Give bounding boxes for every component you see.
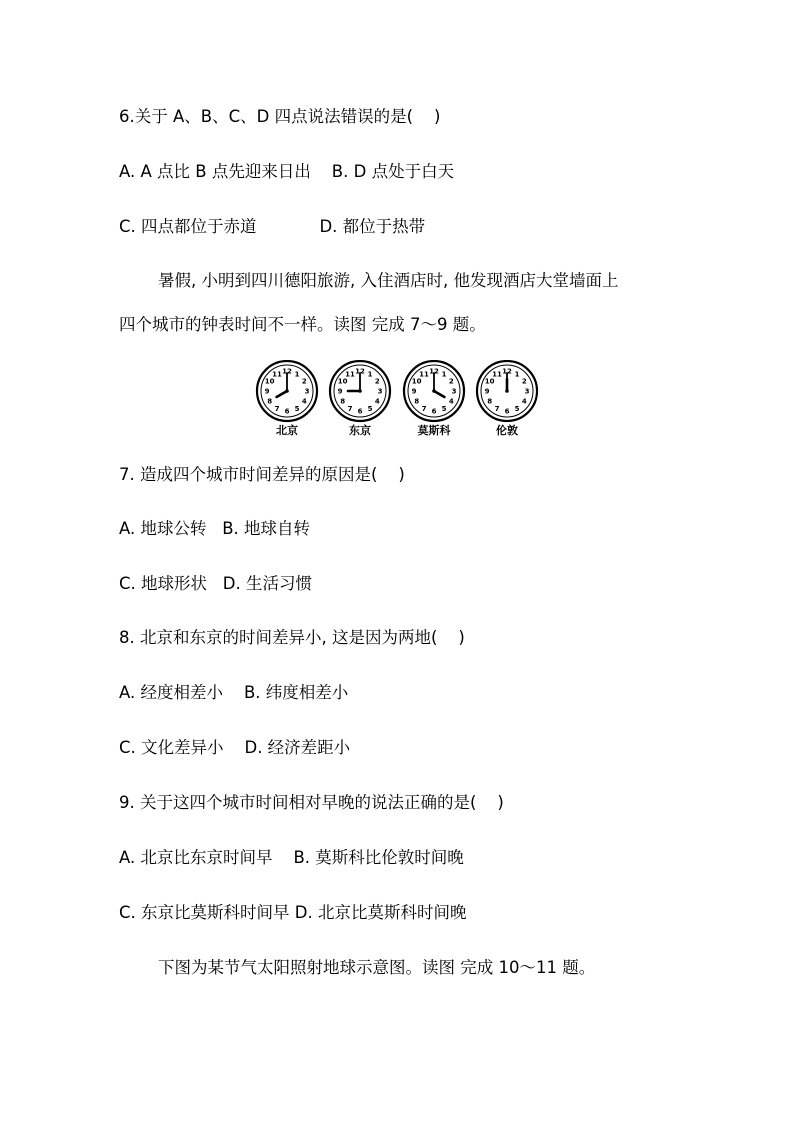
- q9-options-ab: A. 北京比东京时间早 B. 莫斯科比伦敦时间晚: [119, 848, 464, 867]
- clock-face-icon: [254, 360, 320, 424]
- clock-numeral: 11: [272, 370, 282, 379]
- clock-numeral: 5: [367, 404, 373, 413]
- clock-face-icon: [474, 360, 540, 424]
- clock-numeral: 9: [484, 387, 490, 396]
- clock-numeral: 4: [374, 397, 380, 406]
- clock-numeral: 2: [301, 377, 307, 386]
- clock-numeral: 1: [367, 370, 373, 379]
- clock-numeral: 3: [524, 387, 530, 396]
- clock-numeral: 8: [414, 397, 420, 406]
- clock-figure: [254, 360, 540, 440]
- clock-numeral: 1: [294, 370, 300, 379]
- q7-options-ab: A. 地球公转 B. 地球自转: [119, 519, 311, 538]
- intro-7-9-line2: 四个城市的钟表时间不一样。读图 完成 7～9 题。: [119, 315, 486, 334]
- clock-face-icon: [401, 360, 467, 424]
- clock-moscow: [401, 360, 467, 440]
- clock-numeral: 3: [377, 387, 383, 396]
- intro-10-11: 下图为某节气太阳照射地球示意图。读图 完成 10～11 题。: [158, 958, 596, 977]
- clock-city-label: 伦敦: [496, 424, 518, 437]
- clock-numeral: 7: [421, 404, 427, 413]
- clock-numeral: 12: [502, 367, 512, 376]
- clock-numeral: 4: [301, 397, 307, 406]
- q7-stem: 7. 造成四个城市时间差异的原因是( ): [119, 465, 405, 484]
- clock-numeral: 3: [451, 387, 457, 396]
- clock-numeral: 12: [429, 367, 439, 376]
- clock-numeral: 9: [337, 387, 343, 396]
- clock-numeral: 6: [284, 407, 290, 416]
- clock-numeral: 10: [411, 377, 422, 386]
- clock-numeral: 4: [448, 397, 454, 406]
- clock-tokyo: [327, 360, 393, 440]
- clock-city-label: 莫斯科: [417, 424, 451, 437]
- clock-numeral: 10: [337, 377, 348, 386]
- clock-numeral: 11: [345, 370, 355, 379]
- clock-numeral: 8: [487, 397, 493, 406]
- clock-numeral: 5: [514, 404, 520, 413]
- clock-face-icon: [327, 360, 393, 424]
- clock-beijing: [254, 360, 320, 440]
- q6-stem: 6.关于 A、B、C、D 四点说法错误的是( ): [119, 107, 441, 126]
- clock-numeral: 11: [419, 370, 429, 379]
- clock-city-label: 东京: [349, 424, 371, 437]
- clock-numeral: 10: [484, 377, 495, 386]
- clock-city-label: 北京: [276, 424, 298, 437]
- intro-7-9-line1: 暑假, 小明到四川德阳旅游, 入住酒店时, 他发现酒店大堂墙面上: [158, 271, 619, 290]
- clock-numeral: 12: [282, 367, 292, 376]
- clock-numeral: 2: [448, 377, 454, 386]
- clock-numeral: 7: [347, 404, 353, 413]
- clock-numeral: 9: [264, 387, 270, 396]
- clock-numeral: 7: [274, 404, 280, 413]
- clock-numeral: 4: [521, 397, 527, 406]
- clock-numeral: 12: [355, 367, 365, 376]
- q8-options-ab: A. 经度相差小 B. 纬度相差小: [119, 683, 349, 702]
- clock-numeral: 6: [504, 407, 510, 416]
- clock-numeral: 11: [492, 370, 502, 379]
- clock-numeral: 10: [264, 377, 275, 386]
- clock-numeral: 5: [441, 404, 447, 413]
- clock-numeral: 5: [294, 404, 300, 413]
- q8-options-cd: C. 文化差异小 D. 经济差距小: [119, 738, 351, 757]
- q7-options-cd: C. 地球形状 D. 生活习惯: [119, 574, 312, 593]
- clock-numeral: 2: [374, 377, 380, 386]
- clock-numeral: 2: [521, 377, 527, 386]
- clock-numeral: 7: [494, 404, 500, 413]
- clock-numeral: 6: [357, 407, 363, 416]
- clock-numeral: 9: [411, 387, 417, 396]
- clock-numeral: 8: [267, 397, 273, 406]
- clock-london: [474, 360, 540, 440]
- clock-numeral: 1: [441, 370, 447, 379]
- clock-numeral: 3: [304, 387, 310, 396]
- q9-options-cd: C. 东京比莫斯科时间早 D. 北京比莫斯科时间晚: [119, 903, 467, 922]
- q6-options-cd: C. 四点都位于赤道 D. 都位于热带: [119, 217, 426, 236]
- q6-options-ab: A. A 点比 B 点先迎来日出 B. D 点处于白天: [119, 162, 455, 181]
- clock-numeral: 1: [514, 370, 520, 379]
- clock-numeral: 6: [431, 407, 437, 416]
- clock-numeral: 8: [340, 397, 346, 406]
- q9-stem: 9. 关于这四个城市时间相对早晚的说法正确的是( ): [119, 793, 504, 812]
- q8-stem: 8. 北京和东京的时间差异小, 这是因为两地( ): [119, 628, 465, 647]
